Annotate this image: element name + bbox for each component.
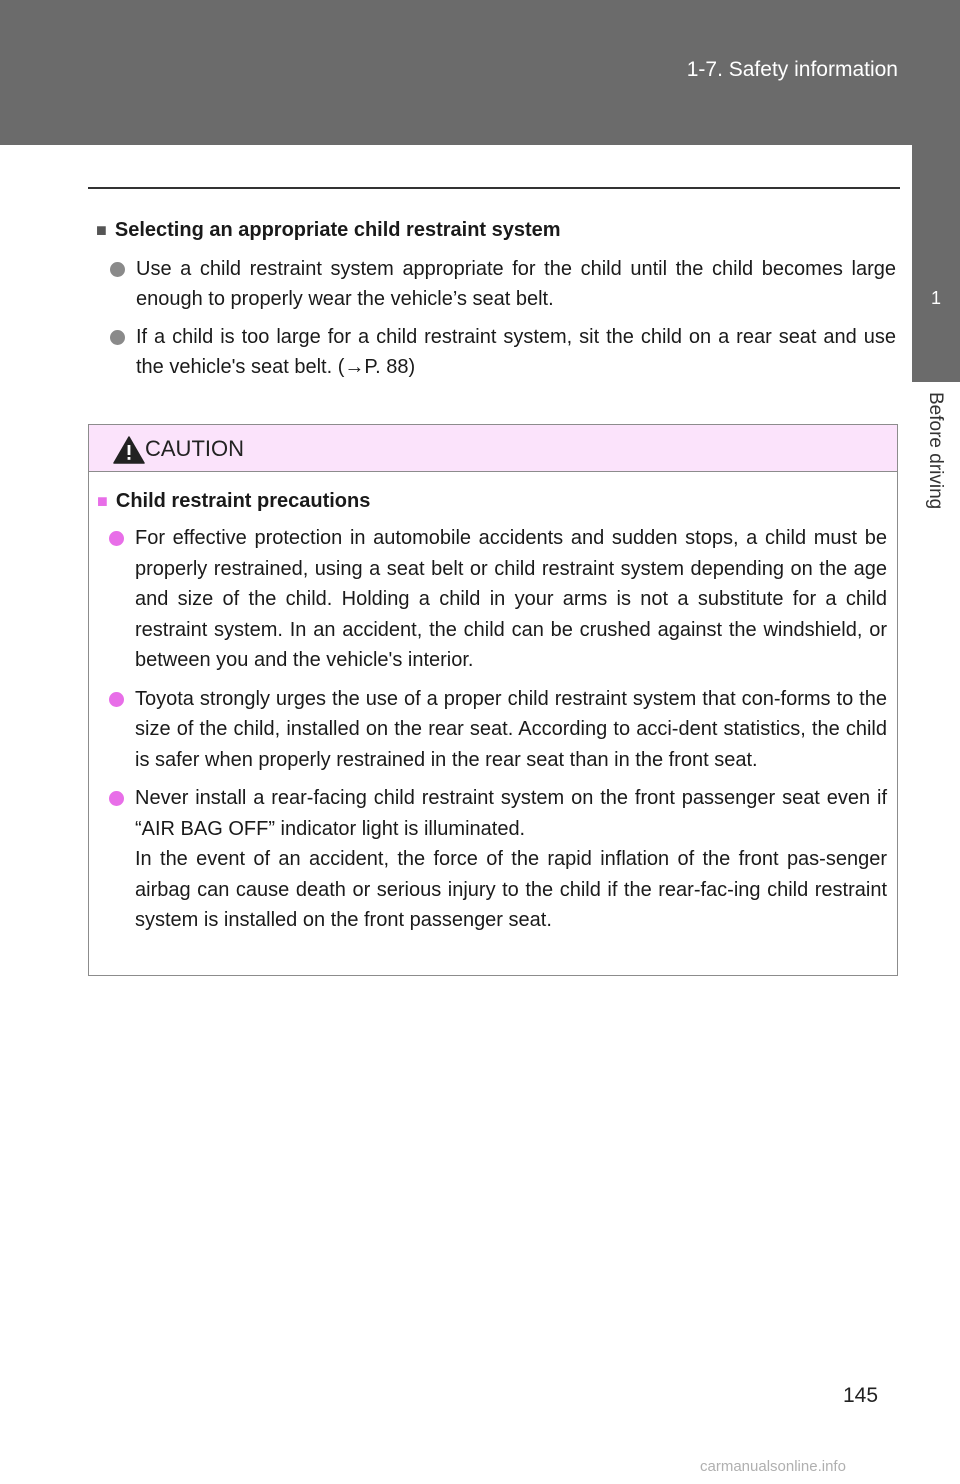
- list-item: Toyota strongly urges the use of a proper child restraint system that con-forms to the size of the child, installed on the rear seat. According to acci-dent statistics, the child is safer when properly restrained in the rear seat than in the front seat.: [97, 684, 887, 776]
- selection-section: [96, 216, 896, 390]
- list-item: Use a child restraint system appropriate for the child until the child becomes large enough to properly wear the vehicle’s seat belt.: [96, 254, 896, 314]
- caution-title: CAUTION: [145, 436, 244, 461]
- bullet-dot-icon: [110, 262, 125, 277]
- chapter-number: 1: [930, 288, 941, 308]
- chapter-label-area: [912, 382, 960, 542]
- page-number: 145: [843, 1384, 879, 1407]
- caution-subheading: [97, 487, 887, 515]
- list-item-continuation: In the event of an accident, the force of the rapid inflation of the front pas-senger airbag can cause death or serious injury to the child if the rear-fac-ing child restraint system is installed on the front passenger seat.: [135, 848, 887, 931]
- warning-triangle-icon: [113, 436, 145, 464]
- chapter-tab: [912, 145, 960, 382]
- square-bullet-icon: ■: [96, 220, 107, 240]
- caution-box: [88, 424, 898, 976]
- top-rule: [88, 187, 900, 189]
- list-item: For effective protection in automobile accidents and sudden stops, a child must be properly restrained, using a seat belt or child restraint system depending on the age and size of the child. Holding a child in your arms is not a substitute for a child restraint system. In an accident, the child can be crushed against the windshield, or between you and the vehicle's interior.: [97, 523, 887, 676]
- bullet-dot-icon: [109, 531, 124, 546]
- list-item: Never install a rear-facing child restraint system on the front passenger seat even if “AIR BAG OFF” indicator light is illuminated. In the event of an accident, the force of the rapid inflation of the front pas-senger airbag can cause death or serious injury to the child if the rear-fac-ing child restraint system is installed on the front passenger seat.: [97, 783, 887, 936]
- section-heading: [96, 216, 896, 244]
- caution-body: [97, 487, 887, 944]
- page-header: [0, 0, 960, 145]
- bullet-dot-icon: [110, 330, 125, 345]
- chapter-label: Before driving: [925, 392, 946, 510]
- section-title: 1-7. Safety information: [686, 58, 898, 81]
- bullet-dot-icon: [109, 791, 124, 806]
- bullet-dot-icon: [109, 692, 124, 707]
- caution-subheading-text: Child restraint precautions: [115, 490, 371, 512]
- caution-header: [89, 425, 897, 472]
- list-item: If a child is too large for a child restraint system, sit the child on a rear seat and use the vehicle's seat belt. (→P. 88): [96, 322, 896, 382]
- watermark: carmanualsonline.info: [700, 1458, 846, 1475]
- section-heading-text: Selecting an appropriate child restraint system: [114, 219, 561, 241]
- square-bullet-icon: ■: [97, 491, 108, 511]
